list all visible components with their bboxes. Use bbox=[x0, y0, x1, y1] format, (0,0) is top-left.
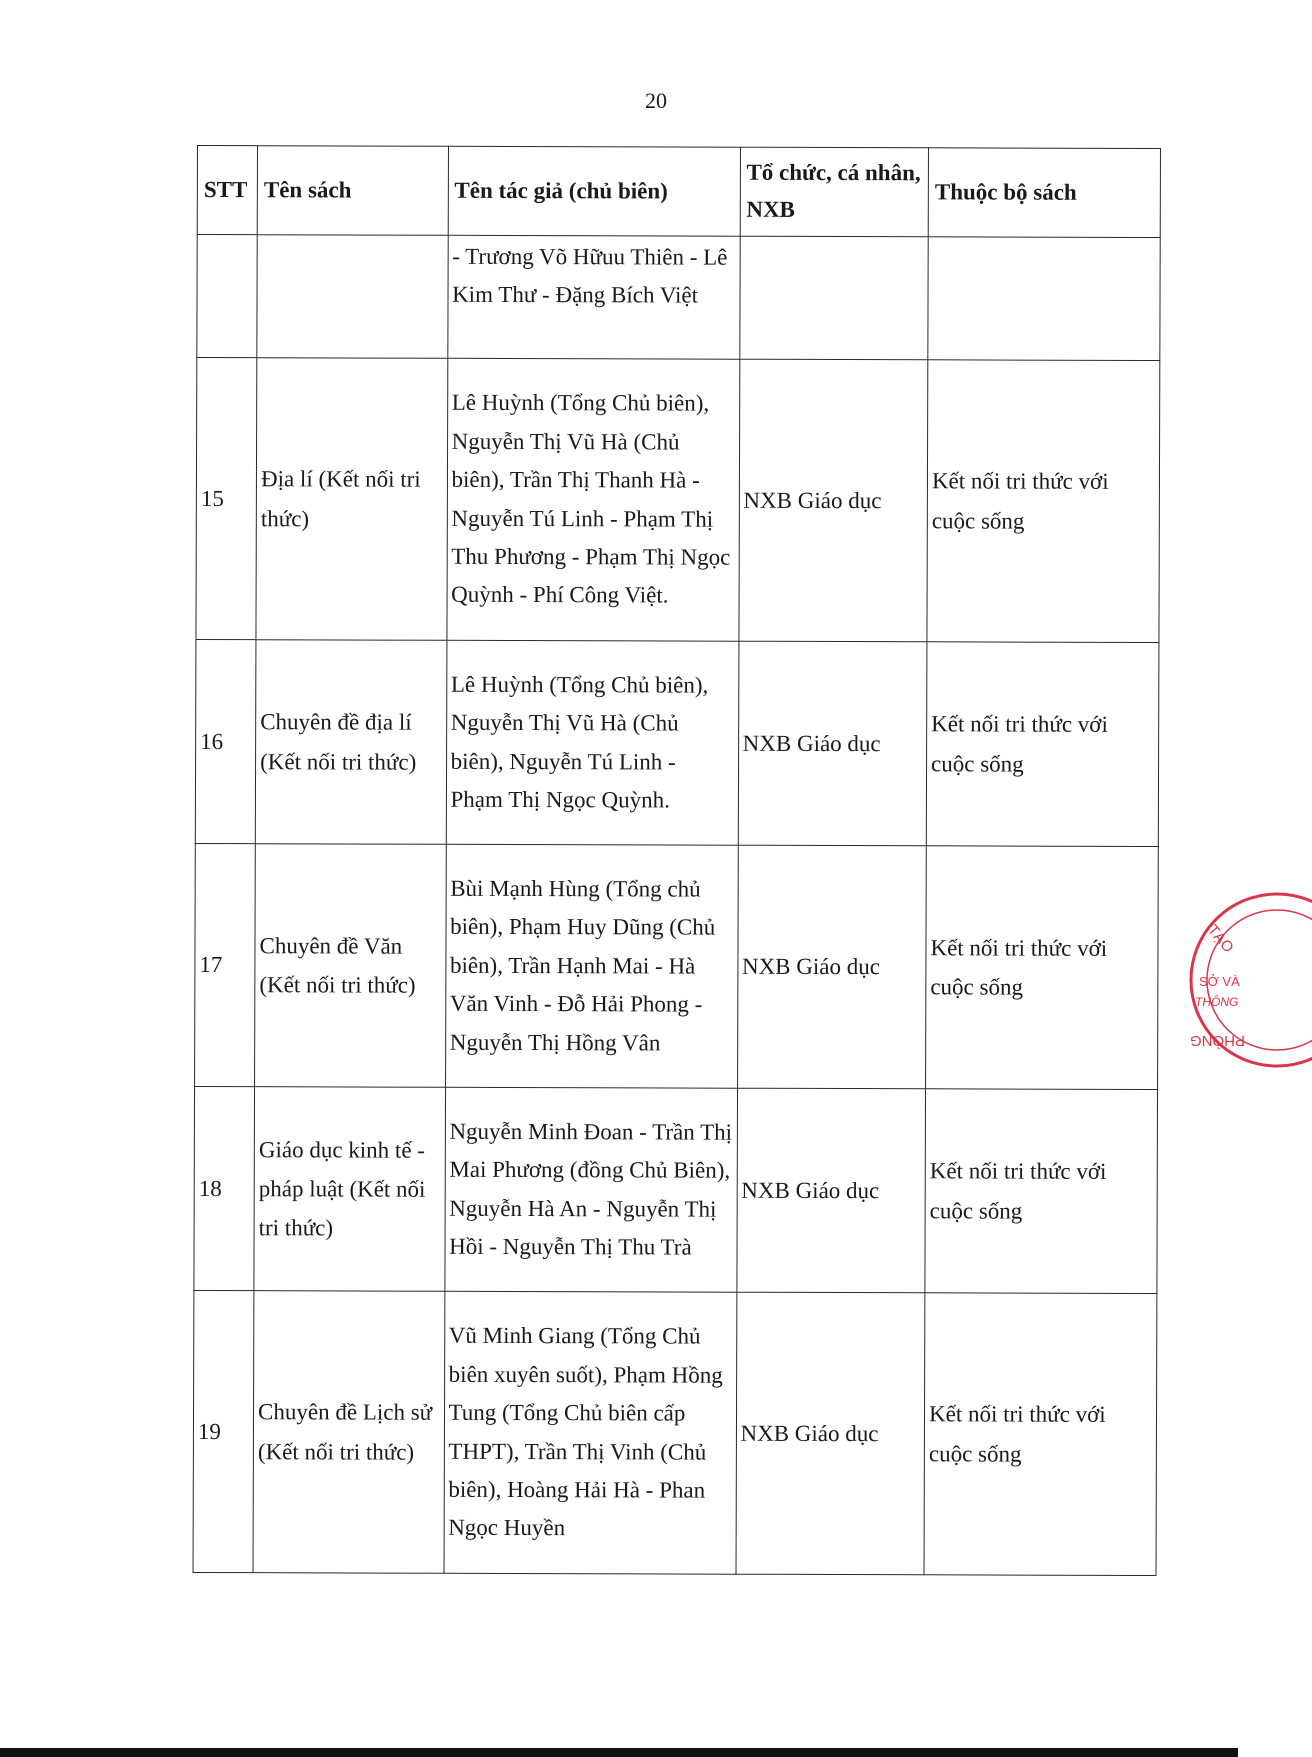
table-row bbox=[196, 358, 1160, 643]
stamp-text-thong: THÔNG bbox=[1195, 995, 1239, 1009]
cell-bo-sach bbox=[928, 237, 1160, 361]
cell-tac-gia: Nguyễn Minh Đoan - Trần Thị Mai Phương (đồng Chủ Biên), Nguyễn Hà An - Nguyễn Thị Hồi - Nguyễn Thị Thu Trà bbox=[444, 1087, 737, 1292]
cell-stt: 18 bbox=[194, 1086, 255, 1290]
cell-bo-sach: Kết nối tri thức với cuộc sống bbox=[925, 1089, 1158, 1294]
header-bo-sach: Thuộc bộ sách bbox=[928, 148, 1160, 238]
cell-stt: 17 bbox=[195, 843, 256, 1086]
cell-ten-sach bbox=[257, 235, 448, 359]
cell-ten-sach: Địa lí (Kết nối tri thức) bbox=[256, 358, 447, 641]
cell-to-chuc: NXB Giáo dục bbox=[736, 1088, 925, 1293]
cell-tac-gia: Bùi Mạnh Hùng (Tổng chủ biên), Phạm Huy Dũng (Chủ biên), Trần Hạnh Mai - Hà Văn Vinh - Đỗ Hải Phong - Nguyễn Thị Hồng Vân bbox=[445, 844, 738, 1088]
table-header-row bbox=[197, 146, 1160, 238]
cell-to-chuc: NXB Giáo dục bbox=[738, 641, 927, 846]
book-list-table bbox=[193, 145, 1161, 1576]
cell-ten-sach: Chuyên đề Lịch sử (Kết nối tri thức) bbox=[253, 1291, 444, 1574]
scan-bottom-edge bbox=[0, 1748, 1238, 1757]
table-row bbox=[195, 843, 1159, 1089]
header-ten-sach: Tên sách bbox=[257, 146, 448, 236]
header-to-chuc: Tổ chức, cá nhân, NXB bbox=[740, 147, 929, 237]
cell-bo-sach: Kết nối tri thức với cuộc sống bbox=[926, 642, 1159, 847]
cell-to-chuc bbox=[739, 236, 928, 360]
stamp-text-phong: PHÒNG bbox=[1189, 1032, 1245, 1049]
cell-bo-sach: Kết nối tri thức với cuộc sống bbox=[924, 1293, 1157, 1576]
header-stt: STT bbox=[197, 146, 257, 235]
cell-tac-gia: Vũ Minh Giang (Tổng Chủ biên xuyên suốt), Phạm Hồng Tung (Tổng Chủ biên cấp THPT), Trần Thị Vinh (Chủ biên), Hoàng Hải Hà - Phan Ngọc Huyền bbox=[444, 1291, 737, 1574]
cell-tac-gia: Lê Huỳnh (Tổng Chủ biên), Nguyễn Thị Vũ Hà (Chủ biên), Nguyễn Tú Linh - Phạm Thị Ngọc Quỳnh. bbox=[446, 640, 739, 845]
cell-tac-gia: Lê Huỳnh (Tổng Chủ biên), Nguyễn Thị Vũ Hà (Chủ biên), Trần Thị Thanh Hà - Nguyễn Tú Linh - Phạm Thị Thu Phương - Phạm Thị Ngọc Quỳnh - Phí Công Việt. bbox=[447, 358, 740, 641]
cell-stt bbox=[197, 235, 257, 358]
header-tac-gia: Tên tác giả (chủ biên) bbox=[448, 146, 740, 236]
stamp-text-tao: TẠO bbox=[1203, 921, 1237, 957]
cell-to-chuc: NXB Giáo dục bbox=[736, 1292, 925, 1575]
cell-ten-sach: Chuyên đề Văn (Kết nối tri thức) bbox=[255, 844, 446, 1088]
stamp-text-so-va: SỞ VÀ bbox=[1199, 974, 1240, 989]
page-number: 20 bbox=[645, 88, 667, 113]
cell-bo-sach: Kết nối tri thức với cuộc sống bbox=[927, 360, 1160, 643]
cell-stt: 15 bbox=[196, 358, 257, 640]
table-row bbox=[195, 639, 1159, 846]
cell-stt: 16 bbox=[195, 639, 256, 843]
cell-tac-gia: - Trương Võ Hữuu Thiên - Lê Kim Thư - Đặng Bích Việt bbox=[447, 235, 739, 359]
table-row bbox=[194, 1086, 1158, 1293]
cell-to-chuc: NXB Giáo dục bbox=[737, 845, 926, 1089]
cell-stt: 19 bbox=[193, 1290, 254, 1572]
table-row-continuation bbox=[197, 235, 1160, 361]
cell-bo-sach: Kết nối tri thức với cuộc sống bbox=[926, 846, 1159, 1090]
cell-ten-sach: Giáo dục kinh tế - pháp luật (Kết nối tri thức) bbox=[254, 1087, 445, 1292]
table-row bbox=[193, 1290, 1157, 1575]
red-seal-stamp bbox=[1185, 890, 1265, 1070]
cell-to-chuc: NXB Giáo dục bbox=[739, 359, 928, 642]
cell-ten-sach: Chuyên đề địa lí (Kết nối tri thức) bbox=[255, 640, 446, 845]
